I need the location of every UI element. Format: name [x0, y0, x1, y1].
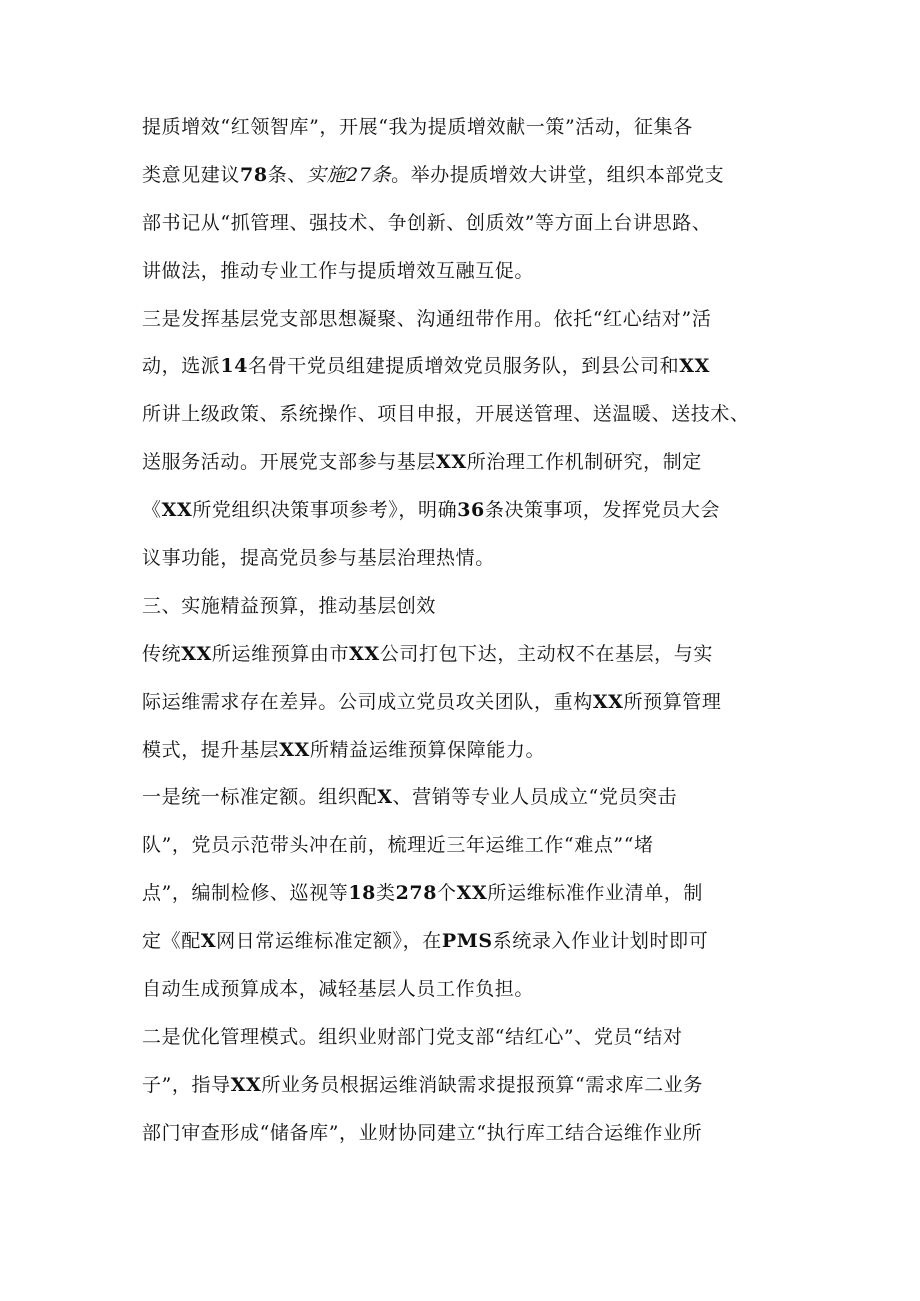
text-segment: 所讲上级政策、系统操作、项目申报，开展送管理、送温暖、送技术、 [142, 403, 750, 426]
text-line [142, 1110, 802, 1158]
text-segment: 际运维需求存在差异。公司成立党员攻关团队，重构 [142, 690, 593, 713]
text-line [142, 727, 802, 775]
text-line [142, 774, 802, 822]
text-segment: 队”，党员示范带头冲在前，梳理近三年运维工作“难点”“堵 [142, 834, 654, 857]
text-line [142, 631, 802, 679]
text-segment: X [377, 786, 393, 809]
text-segment: 实施 [306, 163, 347, 186]
text-segment: 36 [457, 499, 485, 522]
text-segment: 点”，编制检修、巡视等 [142, 882, 349, 905]
text-line [142, 439, 802, 487]
text-segment: 条决策事项，发挥党员大会 [484, 499, 721, 522]
text-line [142, 296, 802, 344]
text-segment: 、营销等专业人员成立“党员突击 [392, 786, 678, 809]
text-segment: 议事功能，提高党员参与基层治理热情。 [142, 547, 495, 570]
text-line [142, 104, 802, 152]
text-segment: 所运维标准作业清单，制 [487, 882, 703, 905]
text-segment: 模式，提升基层 [142, 738, 280, 761]
text-segment: 传统 [142, 642, 182, 665]
text-line [142, 391, 802, 439]
text-segment: 讲做法，推动专业工作与提质增效互融互促。 [142, 259, 535, 282]
text-segment: X [200, 930, 217, 953]
text-segment: 27 [346, 163, 372, 186]
text-segment: XX [592, 690, 624, 713]
text-segment: 。举办提质增效大讲堂，组织本部党支 [391, 163, 725, 186]
text-line [142, 343, 802, 391]
text-segment: 278 [395, 882, 438, 905]
text-segment: 所精益运维预算保障能力。 [309, 738, 546, 761]
text-segment: XX [456, 882, 488, 905]
text-line [142, 248, 802, 296]
text-line [142, 918, 802, 966]
text-segment: 定《配 [142, 930, 201, 953]
text-segment: 子”，指导 [142, 1073, 231, 1096]
text-segment: XX [279, 738, 310, 761]
text-segment: 条、 [267, 163, 307, 186]
text-segment: 78 [240, 163, 268, 186]
text-segment: 个 [437, 882, 457, 905]
text-line [142, 822, 802, 870]
text-segment: 部书记从“抓管理、强技术、争创新、创质效”等方面上台讲思路、 [142, 211, 712, 234]
text-segment: 所治理工作机制研究，制定 [466, 451, 702, 474]
text-line [142, 1014, 802, 1062]
text-segment: 14 [220, 355, 249, 378]
text-segment: 18 [348, 882, 376, 905]
text-segment: 提质增效“红领智库”，开展“我为提质增效献一策”活动，征集各 [142, 116, 693, 138]
text-line [142, 200, 802, 248]
text-segment: 条 [371, 163, 392, 186]
text-line [142, 152, 802, 200]
text-segment: 动，选派 [142, 355, 221, 378]
text-segment: XX [161, 499, 193, 522]
text-segment: 三、实施精益预算，推动基层创效 [142, 594, 437, 617]
text-segment: 类意见建议 [142, 163, 241, 186]
text-line [142, 870, 802, 918]
text-line [142, 966, 802, 1014]
text-segment: 部门审查形成“储备库”，业财协同建立“执行库工结合运维作业所 [142, 1121, 703, 1144]
text-segment: 《 [142, 499, 162, 522]
text-segment: PMS [441, 930, 493, 953]
text-segment: 公司打包下达，主动权不在基层，与实 [379, 642, 713, 665]
text-line [142, 583, 802, 631]
text-segment: 一是统一标准定额。组织配 [142, 786, 378, 809]
text-segment: 名骨干党员组建提质增效党员服务队，到县公司和 [248, 355, 680, 378]
text-segment: 自动生成预算成本，减轻基层人员工作负担。 [142, 978, 535, 1001]
text-line [142, 535, 802, 583]
text-segment: 送服务活动。开展党支部参与基层 [142, 451, 437, 474]
text-segment: XX [679, 355, 710, 378]
text-line [142, 679, 802, 727]
text-segment: 所运维预算由市 [211, 642, 350, 665]
text-segment: 网日常运维标准定额》，在 [216, 930, 442, 953]
text-segment: 所预算管理 [623, 690, 722, 713]
text-segment: 所党组织决策事项参考》，明确 [192, 499, 458, 522]
text-segment: XX [436, 451, 467, 474]
text-segment: XX [181, 642, 212, 665]
text-segment: 所业务员根据运维消缺需求提报预算“需求库二业务 [261, 1073, 703, 1096]
text-line [142, 1062, 802, 1110]
text-segment: 系统录入作业计划时即可 [492, 930, 709, 953]
text-segment: 二是优化管理模式。组织业财部门党支部“结红心”、党员“结对 [142, 1025, 683, 1048]
text-segment: 三是发挥基层党支部思想凝聚、沟通纽带作用。依托“红心结对”活 [142, 307, 712, 330]
text-segment: 类 [375, 882, 396, 905]
text-segment: XX [349, 642, 380, 665]
text-segment: XX [230, 1073, 262, 1096]
text-line [142, 487, 802, 535]
